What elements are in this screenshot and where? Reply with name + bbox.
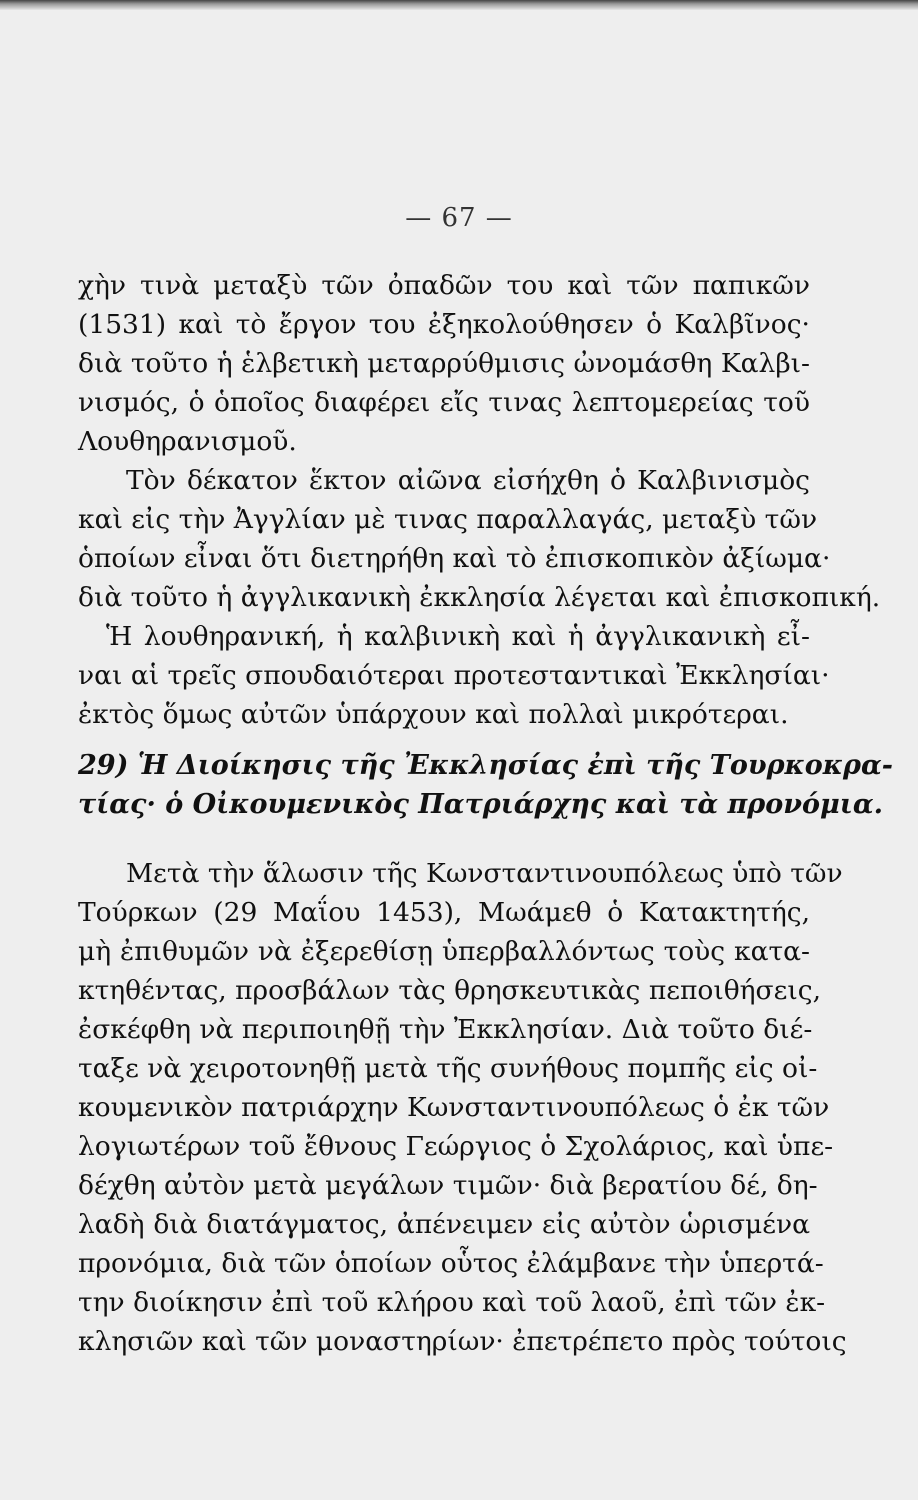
text-line: Ἡ λουθηρανική, ἡ καλβινικὴ καὶ ἡ ἀγγλικανικὴ εἶ- [106, 621, 810, 652]
text-line: ναι αἱ τρεῖς σπουδαιότεραι προτεσταντικαὶ Ἐκκλησίαι· [78, 660, 830, 691]
text-line: χὴν τινὰ μεταξὺ τῶν ὀπαδῶν του καὶ τῶν παπικῶν [78, 270, 810, 301]
text-line: ἐσκέφθη νὰ περιποιηθῇ τὴν Ἐκκλησίαν. Διὰ τοῦτο διέ- [78, 1014, 813, 1045]
text-line: προνόμια, διὰ τῶν ὁποίων οὗτος ἐλάμβανε τὴν ὑπερτά- [78, 1248, 824, 1279]
text-line: ὁποίων εἶναι ὅτι διετηρήθη καὶ τὸ ἐπισκοπικὸν ἀξίωμα· [78, 543, 831, 574]
text-line: κουμενικὸν πατριάρχην Κωνσταντινουπόλεως ὁ ἐκ τῶν [78, 1092, 830, 1123]
text-line: διὰ τοῦτο ἡ ἑλβετικὴ μεταρρύθμισις ὠνομάσθη Καλβι- [78, 348, 810, 379]
text-line: μὴ ἐπιθυμῶν νὰ ἐξερεθίσῃ ὑπερβαλλόντως τοὺς κατα- [78, 936, 810, 967]
text-line: Τούρκων (29 Μαΐου 1453), Μωάμεθ ὁ Κατακτητής, [78, 897, 810, 928]
paragraph-3 [78, 617, 830, 734]
text-line: κλησιῶν καὶ τῶν μοναστηρίων· ἐπετρέπετο πρὸς τούτοις [78, 1326, 847, 1357]
paragraph-4 [78, 854, 847, 1361]
text-line: κτηθέντας, προσβάλων τὰς θρησκευτικὰς πεποιθήσεις, [78, 975, 822, 1006]
text-line: λογιωτέρων τοῦ ἔθνους Γεώργιος ὁ Σχολάριος, καὶ ὑπε- [78, 1131, 834, 1162]
heading-line: τίας· ὁ Οἰκουμενικὸς Πατριάρχης καὶ τὰ προνόμια. [78, 789, 884, 820]
heading-line: 29) Ἡ Διοίκησις τῆς Ἐκκλησίας ἐπὶ τῆς Τουρκοκρα- [78, 750, 893, 781]
paragraph-1 [78, 266, 810, 461]
paragraph-2 [78, 461, 881, 617]
text-line: νισμός, ὁ ὁποῖος διαφέρει εἴς τινας λεπτομερείας τοῦ [78, 387, 810, 418]
text-line: λαδὴ διὰ διατάγματος, ἀπένειμεν εἰς αὐτὸν ὡρισμένα [78, 1209, 810, 1240]
section-heading [78, 746, 893, 824]
text-line: ταξε νὰ χειροτονηθῇ μετὰ τῆς συνήθους πομπῆς εἰς οἰ- [78, 1053, 818, 1084]
text-line: ἐκτὸς ὅμως αὐτῶν ὑπάρχουν καὶ πολλαὶ μικρότεραι. [78, 699, 789, 730]
text-line: Τὸν δέκατον ἕκτον αἰῶνα εἰσήχθη ὁ Καλβινισμὸς [126, 465, 810, 496]
text-line: Λουθηρανισμοῦ. [78, 426, 297, 457]
text-line: Μετὰ τὴν ἅλωσιν τῆς Κωνσταντινουπόλεως ὑπὸ τῶν [126, 858, 843, 889]
text-line: δέχθη αὐτὸν μετὰ μεγάλων τιμῶν· διὰ βερατίου δέ, δη- [78, 1170, 818, 1201]
text-line: καὶ εἰς τὴν Ἀγγλίαν μὲ τινας παραλλαγάς, μεταξὺ τῶν [78, 504, 818, 535]
page-top-edge [0, 0, 918, 10]
page-number: — 67 — [405, 203, 513, 233]
text-line: (1531) καὶ τὸ ἔργον του ἐξηκολούθησεν ὁ Καλβῖνος· [78, 309, 810, 340]
text-line: την διοίκησιν ἐπὶ τοῦ κλήρου καὶ τοῦ λαοῦ, ἐπὶ τῶν ἐκ- [78, 1287, 826, 1318]
text-line: διὰ τοῦτο ἡ ἀγγλικανικὴ ἐκκλησία λέγεται καὶ ἐπισκοπική. [78, 582, 881, 613]
page-text [78, 266, 893, 1361]
